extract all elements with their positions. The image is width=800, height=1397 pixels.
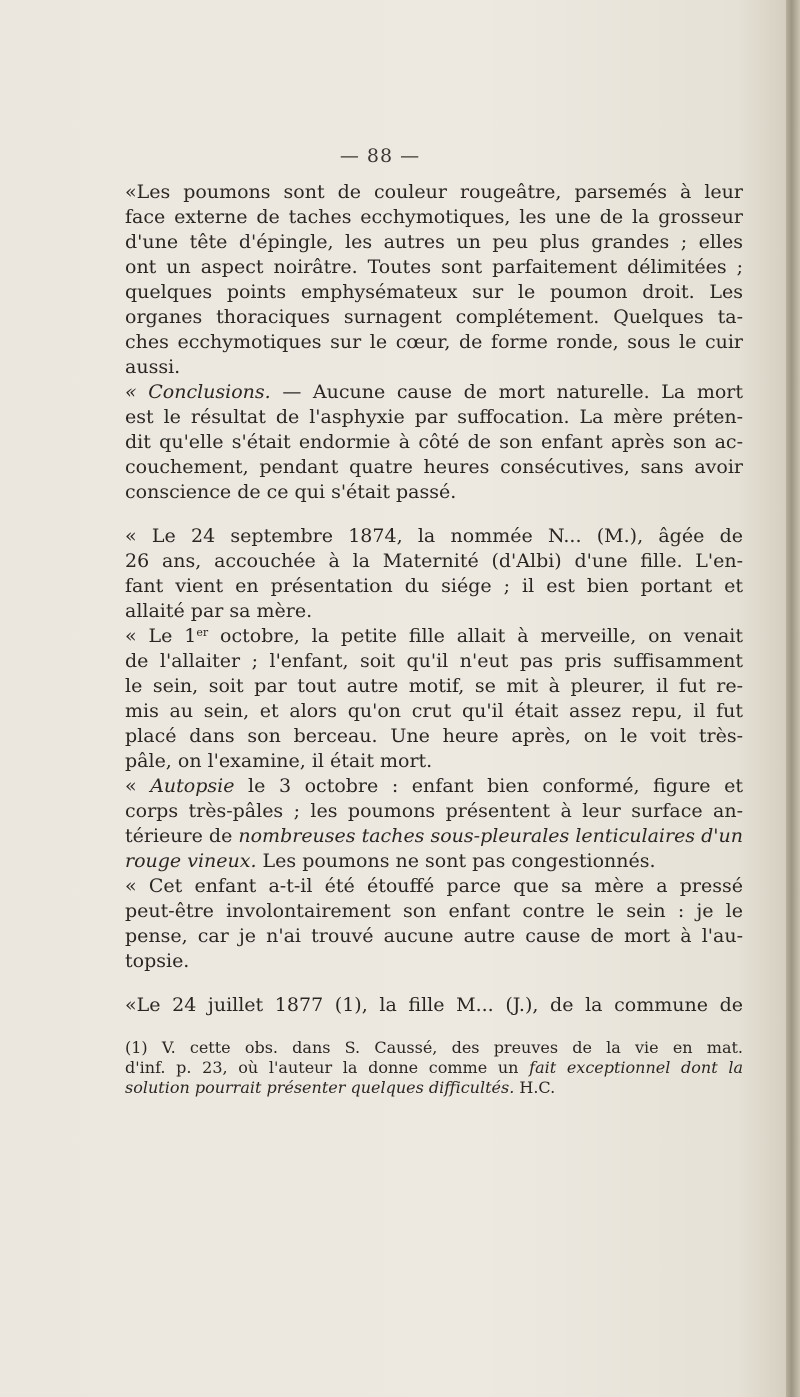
text-line: organes thoraciques surnagent complétement. Quelques ta- — [125, 306, 743, 328]
text-span: H.C. — [514, 1078, 556, 1097]
italic-span: fait exceptionnel dont la — [529, 1058, 743, 1077]
text-line — [125, 824, 743, 849]
text-line: topsie. — [125, 950, 190, 972]
paragraph-1 — [125, 180, 743, 380]
text-line: ont un aspect noirâtre. Toutes sont parfaitement délimitées ; — [125, 256, 743, 278]
text-line: face externe de taches ecchymotiques, les une de la grosseur — [125, 206, 743, 228]
paragraph-6 — [125, 874, 743, 974]
section-gap — [125, 974, 743, 993]
text-line: « Le 24 septembre 1874, la nommée N... (M.), âgée de — [125, 525, 743, 547]
conclusions-heading: « Conclusions. — [125, 381, 271, 403]
paragraph-7 — [125, 993, 743, 1018]
text-line — [125, 624, 743, 649]
text-line: «Le 24 juillet 1877 (1), la fille M... (J.), de la commune de — [125, 994, 743, 1016]
page-edge-shadow — [786, 0, 800, 1397]
text-line: pâle, on l'examine, il était mort. — [125, 750, 433, 772]
text-line: couchement, pendant quatre heures consécutives, sans avoir — [125, 456, 743, 478]
text-span: octobre, la petite fille allait à merveille, on venait — [208, 625, 744, 647]
text-line: aussi. — [125, 356, 181, 378]
text-line: est le résultat de l'asphyxie par suffocation. La mère préten- — [125, 406, 743, 428]
paragraph-conclusions — [125, 380, 743, 505]
paragraph-autopsie — [125, 774, 743, 874]
section-gap — [125, 505, 743, 524]
text-line — [125, 849, 743, 874]
paragraph-3 — [125, 524, 743, 624]
text-span: Les poumons ne sont pas congestionnés. — [256, 850, 656, 872]
text-line: le sein, soit par tout autre motif, se mit à pleurer, il fut re- — [125, 675, 743, 697]
text-line: de l'allaiter ; l'enfant, soit qu'il n'eut pas pris suffisamment — [125, 650, 743, 672]
page-number: — 88 — — [339, 145, 421, 167]
text-span: térieure de — [125, 825, 239, 847]
text-line — [125, 380, 743, 405]
text-span: — Aucune cause de mort naturelle. La mort — [270, 381, 744, 403]
text-line: conscience de ce qui s'était passé. — [125, 481, 457, 503]
text-line: peut-être involontairement son enfant contre le sein : je le — [125, 900, 743, 922]
text-line: dit qu'elle s'était endormie à côté de son enfant après son ac- — [125, 431, 743, 453]
text-line: pense, car je n'ai trouvé aucune autre cause de mort à l'au- — [125, 925, 743, 947]
text-line: quelques points emphysémateux sur le poumon droit. Les — [125, 281, 743, 303]
italic-span: solution pourrait présenter quelques difficultés. — [125, 1078, 515, 1097]
text-line: allaité par sa mère. — [125, 600, 313, 622]
footnote-line — [125, 1078, 743, 1098]
footnote-line — [125, 1058, 743, 1078]
text-line: « Cet enfant a-t-il été étouffé parce que sa mère a pressé — [125, 875, 743, 897]
text-line: 26 ans, accouchée à la Maternité (d'Albi) d'une fille. L'en- — [125, 550, 743, 572]
text-line: fant vient en présentation du siége ; il est bien portant et — [125, 575, 743, 597]
text-line: mis au sein, et alors qu'on crut qu'il était assez repu, il fut — [125, 700, 743, 722]
superscript: er — [196, 626, 209, 639]
footnote-gap — [125, 1018, 743, 1038]
text-line: «Les poumons sont de couleur rougeâtre, parsemés à leur — [125, 181, 743, 203]
text-line — [125, 774, 743, 799]
italic-span: rouge vineux. — [125, 850, 257, 872]
text-span: « Le 1 — [125, 625, 197, 647]
footnote-line: (1) V. cette obs. dans S. Caussé, des preuves de la vie en mat. — [125, 1038, 743, 1057]
paragraph-4 — [125, 624, 743, 774]
footnote — [125, 1038, 743, 1098]
italic-span: nombreuses taches sous-pleurales lenticulaires d'un — [238, 825, 743, 847]
text-span: « — [125, 775, 151, 797]
text-line: placé dans son berceau. Une heure après, on le voit très- — [125, 725, 743, 747]
text-line: corps très-pâles ; les poumons présentent à leur surface an- — [125, 800, 743, 822]
text-span: d'inf. p. 23, où l'auteur la donne comme un — [125, 1058, 530, 1077]
document-body — [125, 180, 743, 1098]
text-line: d'une tête d'épingle, les autres un peu plus grandes ; elles — [125, 231, 743, 253]
autopsie-heading: Autopsie — [150, 775, 235, 797]
text-span: le 3 octobre : enfant bien conformé, figure et — [234, 775, 743, 797]
text-line: ches ecchymotiques sur le cœur, de forme ronde, sous le cuir — [125, 331, 743, 353]
